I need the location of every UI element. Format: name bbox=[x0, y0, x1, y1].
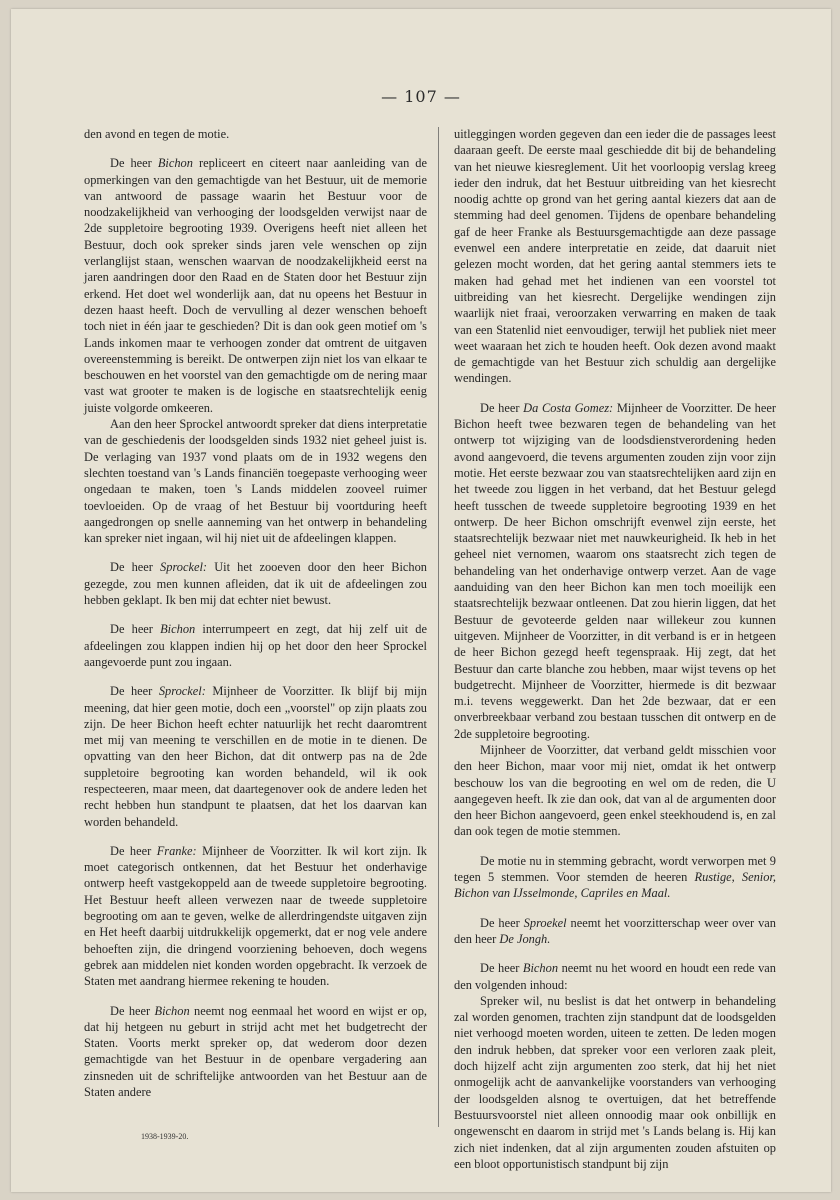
paragraph bbox=[84, 843, 427, 990]
text-run: De heer bbox=[110, 622, 161, 637]
text-run: Mijnheer de Voorzitter, dat verband geldt misschien voor den heer Bichon, maar voor mij niet, omdat ik het ontwerp beschouw los van die begrooting en wel om de reden, die U aangegeven heeft. Ik zie dan ook, dat van al de argumenten door den heer Bichon aangevoerd, geen enkel steekhoudend is, en zal dan ook tegen de motie stemmen. bbox=[454, 742, 776, 839]
text-run: De heer bbox=[110, 156, 158, 171]
speaker-name: Rustige, Senior, Bichon van IJsselmonde, Capriles en Maal. bbox=[454, 870, 776, 901]
paragraph bbox=[454, 126, 776, 387]
text-run: neemt nu het woord en houdt een rede van den volgenden inhoud: bbox=[454, 961, 776, 992]
speaker-name: Bichon bbox=[154, 1003, 190, 1018]
footer-reference: 1938-1939-20. bbox=[141, 1132, 189, 1141]
paragraph bbox=[454, 742, 776, 840]
paragraph bbox=[84, 559, 427, 608]
text-run: Mijnheer de Voorzitter. De heer Bichon heeft twee bezwaren tegen de behandeling van het ontwerp tot wijziging van de loodsdienstverordening heden avond aangevoerd, die tevens argumenten zouden zijn voor zijn motie. Het eerste bezwaar zou van staatsrechtelijken aard zijn en het tweede zou liggen in het verband, dat het Bestuur gelegd heeft tusschen de tweede suppletoire begrooting 1939 en het ontwerp. De heer Bichon omschrijft evenwel zijn eerste, het staatsrechtelijk bezwaar niet met nauwkeurigheid. Ik heb in het geheel niet vernomen, waarom ons staatsrecht zich tegen de behandeling van het onderhavige ontwerp verzet. Aan de vage aanduiding van den heer Bichon kan men toch moeilijk een staatsrechtelijk bezwaar ontleenen. Dat zou hierin liggen, dat het Bestuur de gevoteerde gelden naar willekeur zou kunnen uitgeven. Mijnheer de Voorzitter, in dit verband is er in hetgeen de heer Bichon gezegd heeft tegenspraak. Hij zegt, dat het Bestuur dan carte blanche zou hebben, maar wijst tevens op het budgetrecht. Mijnheer de Voorzitter, hiermede is dit bezwaar m.i. tevens weggewerkt. Dan het 2de bezwaar, dat er een onverbreekbaar verband zou bestaan tusschen dit ontwerp en de 2de suppletoire begrooting. bbox=[454, 400, 776, 741]
text-run: Mijnheer de Voorzitter. Ik wil kort zijn. Ik moet categorisch ontkennen, dat het Bestuur het onderhavige ontwerp heeft vastgekoppeld aan de tweede suppletoire begrooting. Het Bestuur heeft alleen verwezen naar de tweede suppletoire begrooting om aan te geven, welke de allerdringendste uitgaven zijn en Het heeft daarbij uitdrukkelijk opgemerkt, dat er nog vele andere behoeften zijn, die dringend voorziening behoeven, doch wegens gebrek aan middelen niet konden worden opgebracht. Ik verzoek de Staten met aandrang hiermee rekening te houden. bbox=[84, 843, 427, 989]
text-run: De heer bbox=[110, 843, 157, 858]
paragraph bbox=[454, 400, 776, 742]
text-run: neemt het voorzitterschap weer over van den heer bbox=[454, 915, 777, 946]
page-number: — 107 — bbox=[381, 87, 461, 106]
paragraph bbox=[454, 853, 776, 902]
text-run: den avond en tegen de motie. bbox=[84, 127, 230, 141]
text-run: De heer bbox=[110, 684, 159, 699]
speaker-name: Bichon bbox=[160, 622, 196, 637]
text-run: De heer bbox=[480, 915, 524, 930]
speaker-name: Da Costa Gomez: bbox=[523, 400, 614, 415]
text-run: Aan den heer Sprockel antwoordt spreker dat diens interpretatie van de geschiedenis der loodsgelden sinds 1932 niet geheel juist is. De verlaging van 1937 vond plaats om de in 1932 wegens den slechten toestand van 's Lands financiën toegepaste verhooging weer ongedaan te maken, toen 's Lands middelen zooveel ruimer toevloeiden. Op de vraag of het Bestuur bij voortduring heeft aangedrongen op snelle aanneming van het ontwerp in behandeling kan spreker niet ingaan, wil hij niet uit de afdeelingen klappen. bbox=[84, 417, 427, 546]
text-run: Spreker wil, nu beslist is dat het ontwerp in behandeling zal worden genomen, trachten zijn standpunt dat de loodsgelden niet verhoogd moeten worden, uiteen te zetten. De leden mogen den indruk hebben, dat spreker voor een verloren zaak pleit, doch hijzelf acht zijn argumenten zoo sterk, dat hij het niet onmogelijk acht de aanvankelijke voorstanders van verhooging der loodsgelden alsnog te overtuigen, dat het betreffende Bestuursvoorstel niet alleen onnoodig maar ook onbillijk en ongewenscht en daarom in strijd met 's Lands belang is. Hij kan zich niet indenken, dat al zijn argumenten zouden afstuiten op een bloot opportunistisch standpunt bij zijn bbox=[454, 993, 776, 1171]
speaker-name: Franke: bbox=[156, 843, 197, 858]
text-run: uitleggingen worden gegeven dan een ieder die de passages leest daaraan geeft. De eerste maal geschiedde dit bij de behandeling van het nieuwe kiesreglement. Uit het voorloopig verslag kreeg ieder den indruk, dat het Bestuur uitbreiding van het kiesrecht noodig achtte op grond van het gering aantal kiezers dat aan de stemming had deel genomen. Tijdens de openbare behandeling gaf de heer Franke als Bestuursgemachtigde aan deze passage evenwel een andere interpretatie en zeide, dat daaruit niet gelezen mocht worden, dat het gering aantal stemmers iets te maken had gehad met het indienen van een voorstel tot uitbreiding van het kiesrecht. Dergelijke wendingen zijn waarlijk niet fraai, veroorzaken verwarring en maken de taak van een Statenlid niet eenvoudiger, terwijl het publiek niet meer weet waaraan het zich te houden heeft. Ook dezen avond maakt de gemachtigde van het Bestuur zich schuldig aan dergelijke wendingen. bbox=[454, 127, 776, 386]
paragraph bbox=[454, 915, 776, 948]
speaker-name: Sprockel: bbox=[160, 560, 208, 575]
text-run: repliceert en citeert naar aanleiding van de opmerkingen van den gemachtigde van het Bestuur, uit de memorie van antwoord de passage waarin het Bestuur voor de noodzakelijkheid van verhooging der loodsgelden verwijst naar de 2de suppletoire begrooting 1939. Overigens heeft niet alleen het Bestuur, doch ook spreker sinds jaren vele wenschen op zijn verlanglijst staan, wenschen waarvan de noodzakelijkheid eerst na jaren aandringen door den Raad en de Staten door het Bestuur zijn erkend. Het doet wel wonderlijk aan, dat nu opeens het Bestuur in dezen haast heeft. Doch de vervulling al dezer wenschen behoeft toch niet in één jaar te geschieden? Dit is dan ook geen motief om 's Lands inkomen maar te verhoogen zonder dat omtrent de uitgaven overeenstemming is bereikt. De ontwerpen zijn niet los van elkaar te beschouwen en het voorstel van den gemachtigde om de nering maar vast wat grooter te maken is de logische en staatsrechtelijk eenig juiste volgorde omkeeren. bbox=[84, 156, 427, 415]
speaker-name: Bichon bbox=[522, 961, 559, 976]
paragraph bbox=[84, 155, 427, 416]
text-run: De motie nu in stemming gebracht, wordt verworpen met 9 tegen 5 stemmen. Voor stemden de heeren bbox=[454, 853, 776, 885]
speaker-name: Sproekel bbox=[523, 915, 567, 930]
paragraph bbox=[84, 1003, 427, 1101]
left-column bbox=[84, 126, 427, 1100]
text-run: De heer bbox=[480, 961, 523, 976]
speaker-name: De Jongh. bbox=[499, 931, 551, 946]
paragraph bbox=[84, 683, 427, 830]
text-run: interrumpeert en zegt, dat hij zelf uit de afdeelingen zou klappen indien hij op het door den heer Sprockel aangevoerde punt zou ingaan. bbox=[84, 622, 427, 669]
text-run: Mijnheer de Voorzitter. Ik blijf bij mijn meening, dat hier geen motie, doch een „voorstel" op zijn plaats zou zijn. De heer Bichon heeft echter natuurlijk het recht daaromtrent met mij van meening te verschillen en de motie in te dienen. De opvatting van den heer Bichon, dat dit ontwerp pas na de 2de suppletoire begrooting kan worden behandeld, wil ik ook respecteeren, maar meen, dat daartegenover ook de andere leden het recht hebben hun standpunt te plaatsen, dat het los daarvan kan worden behandeld. bbox=[84, 684, 427, 829]
paragraph bbox=[84, 416, 427, 546]
document-page bbox=[11, 9, 831, 1192]
paragraph bbox=[84, 126, 427, 142]
right-column bbox=[454, 126, 776, 1172]
column-divider bbox=[438, 127, 439, 1127]
speaker-name: Sprockel: bbox=[158, 684, 206, 699]
paragraph bbox=[84, 621, 427, 670]
speaker-name: Bichon bbox=[157, 156, 193, 171]
text-run: Uit het zooeven door den heer Bichon gezegde, zou men kunnen afleiden, dat ik uit de afdeelingen zou hebben geklapt. Ik ben mij dat echter niet bewust. bbox=[84, 560, 427, 608]
text-run: De heer bbox=[480, 400, 524, 415]
text-run: De heer bbox=[110, 560, 161, 575]
paragraph bbox=[454, 960, 776, 993]
text-run: De heer bbox=[110, 1003, 155, 1018]
text-run: neemt nog eenmaal het woord en wijst er op, dat hij hetgeen nu geburt in strijd acht met het budgetrecht der Staten. Voorts merkt spreker op, dat wederom door dezen gemachtigde van het Bestuur in de openbare vergadering aan zinsneden uit de schriftelijke antwoorden van het Bestuur aan de Staten andere bbox=[84, 1003, 427, 1100]
paragraph bbox=[454, 993, 776, 1172]
